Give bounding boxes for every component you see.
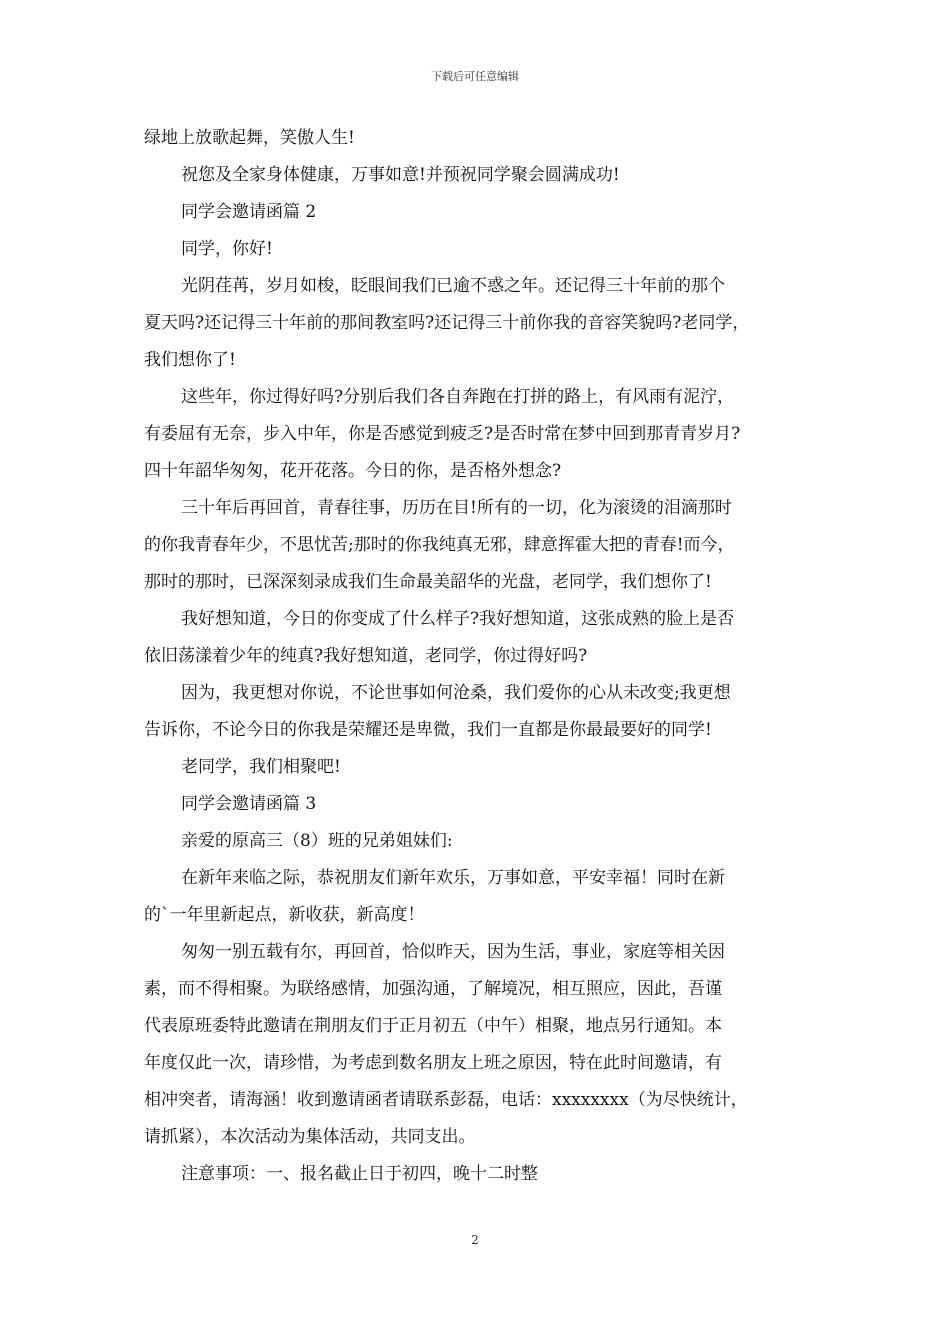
text-line: 亲爱的原高三（8）班的兄弟姐妹们: xyxy=(181,831,453,851)
text-line: 四十年韶华匆匆，花开花落。今日的你，是否格外想念? xyxy=(144,461,562,481)
text-line: 同学，你好! xyxy=(181,239,273,259)
text-line: 同学会邀请函篇 2 xyxy=(181,202,317,222)
text-line: 祝您及全家身体健康，万事如意!并预祝同学聚会圆满成功! xyxy=(181,165,620,185)
text-line: 的`一年里新起点，新收获，新高度！ xyxy=(144,905,425,925)
text-line: 在新年来临之际，恭祝朋友们新年欢乐，万事如意，平安幸福！同时在新 xyxy=(181,868,725,888)
paragraph xyxy=(144,860,808,934)
page-number: 2 xyxy=(471,1233,479,1247)
paragraph xyxy=(144,934,808,1156)
text-line: 有委屈有无奈，步入中年，你是否感觉到疲乏?是否时常在梦中回到那青青岁月? xyxy=(144,424,741,444)
paragraph xyxy=(144,786,808,823)
text-line: 那时的那时，已深深刻录成我们生命最美韶华的光盘，老同学，我们想你了! xyxy=(144,572,712,592)
paragraph xyxy=(144,120,808,157)
paragraph xyxy=(144,379,808,490)
text-line: 的你我青春年少，不思忧苦;那时的你我纯真无邪，肆意挥霍大把的青春!而今， xyxy=(144,535,735,555)
text-line: 注意事项：一、报名截止日于初四，晚十二时整 xyxy=(181,1164,538,1184)
paragraph xyxy=(144,823,808,860)
text-line: 请抓紧），本次活动为集体活动，共同支出。 xyxy=(144,1127,476,1147)
paragraph xyxy=(144,268,808,379)
text-line: 依旧荡漾着少年的纯真?我好想知道，老同学，你过得好吗? xyxy=(144,646,588,666)
text-line: 因为，我更想对你说，不论世事如何沧桑，我们爱你的心从未改变;我更想 xyxy=(181,683,731,703)
text-line: 相冲突者，请海涵！收到邀请函者请联系彭磊，电话：xxxxxxxx（为尽快统计， xyxy=(144,1090,748,1110)
text-line: 匆匆一别五载有尔，再回首，恰似昨天，因为生活，事业，家庭等相关因 xyxy=(181,942,725,962)
paragraph xyxy=(144,231,808,268)
text-line: 老同学，我们相聚吧! xyxy=(181,757,341,777)
text-line: 我们想你了! xyxy=(144,350,236,370)
text-line: 夏天吗?还记得三十年前的那间教室吗?还记得三十前你我的音容笑貌吗?老同学， xyxy=(144,313,750,333)
text-line: 三十年后再回首，青春往事，历历在目!所有的一切，化为滚烫的泪滴那时 xyxy=(181,498,732,518)
text-line: 同学会邀请函篇 3 xyxy=(181,794,317,814)
text-line: 我好想知道，今日的你变成了什么样子?我好想知道，这张成熟的脸上是否 xyxy=(181,609,735,629)
page-header: 下载后可任意编辑 xyxy=(431,70,519,83)
paragraph xyxy=(144,194,808,231)
text-line: 光阴荏苒，岁月如梭，眨眼间我们已逾不惑之年。还记得三十年前的那个 xyxy=(181,276,725,296)
text-line: 绿地上放歌起舞，笑傲人生! xyxy=(144,128,355,148)
paragraph xyxy=(144,601,808,675)
paragraph xyxy=(144,490,808,601)
text-line: 代表原班委特此邀请在荆朋友们于正月初五（中午）相聚，地点另行通知。本 xyxy=(144,1016,722,1036)
paragraph xyxy=(144,749,808,786)
text-line: 这些年，你过得好吗?分别后我们各自奔跑在打拼的路上，有风雨有泥泞， xyxy=(181,387,735,407)
document-body xyxy=(144,120,808,1193)
text-line: 年度仅此一次，请珍惜，为考虑到数名朋友上班之原因，特在此时间邀请，有 xyxy=(144,1053,722,1073)
text-line: 告诉你，不论今日的你我是荣耀还是卑微，我们一直都是你最最要好的同学! xyxy=(144,720,712,740)
paragraph xyxy=(144,1156,808,1193)
paragraph xyxy=(144,675,808,749)
text-line: 素，而不得相聚。为联络感情，加强沟通，了解境况，相互照应，因此，吾谨 xyxy=(144,979,722,999)
paragraph xyxy=(144,157,808,194)
